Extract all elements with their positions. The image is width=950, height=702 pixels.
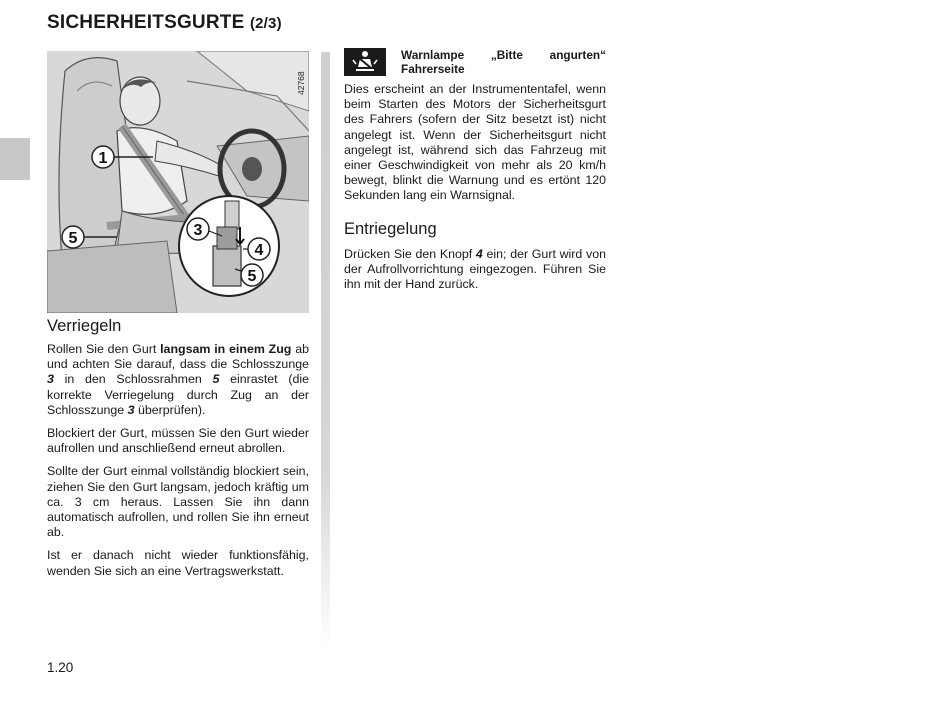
- body-paragraph: [47, 342, 309, 418]
- text-segment: ein; der Gurt wird von der Aufrollvorrichtung eingezogen. Führen Sie ihn mit der Hand zurück.: [344, 246, 606, 292]
- emphasis-segment: 3: [47, 372, 54, 387]
- body-paragraph: [47, 426, 309, 456]
- text-segment: Blockiert der Gurt, müssen Sie den Gurt wieder aufrollen und anschließend erneut abrollen.: [47, 426, 309, 456]
- body-paragraph: [47, 548, 309, 578]
- heading-entriegelung: Entriegelung: [344, 219, 437, 238]
- seatbelt-illustration: [47, 51, 309, 313]
- warning-title: Warnlampe „Bitte angurten“ Fahrerseite: [401, 48, 606, 76]
- left-column: [47, 317, 309, 587]
- column-divider: [321, 52, 330, 648]
- heading-verriegeln: Verriegeln: [47, 317, 122, 335]
- text-segment: ab und achten Sie darauf, dass die Schlosszunge: [47, 342, 309, 372]
- page-title: [47, 12, 282, 34]
- page-number: 1.20: [47, 660, 74, 675]
- body-paragraph: [47, 464, 309, 540]
- callout-3: 3: [193, 222, 203, 239]
- driver-seat-drawing: [47, 51, 309, 313]
- text-segment: Ist er danach nicht wieder funktionsfähig, wenden Sie sich an eine Vertragswerkstatt.: [47, 548, 309, 578]
- left-paragraphs: [47, 342, 309, 579]
- text-segment: Rollen Sie den Gurt: [47, 342, 161, 356]
- text-segment: in den Schlossrahmen: [53, 372, 213, 387]
- figure-reference-code: 42768: [296, 71, 306, 95]
- warning-header: [344, 48, 606, 76]
- chapter-tab: [0, 138, 30, 180]
- entriegelung-text: [344, 247, 606, 293]
- emphasis-segment: 3: [127, 402, 135, 417]
- callout-1: 1: [98, 150, 108, 167]
- callout-4: 4: [254, 242, 264, 259]
- text-segment: Sollte der Gurt einmal vollständig blockiert sein, ziehen Sie den Gurt langsam, jedoch kräftig um ca. 3 cm heraus. Lassen Sie ihn dann automatisch aufrollen, und rollen Sie ihn erneut ab.: [47, 464, 309, 540]
- emphasis-segment: 5: [212, 372, 220, 387]
- seatbelt-warning-icon: [344, 48, 386, 76]
- text-segment: einrastet (die korrekte Verriegelung durch Zug an der Schlosszunge: [47, 372, 309, 417]
- warning-text: Dies erscheint an der Instrumententafel, wenn beim Starten des Motors der Sicherheitsgurt des Fahrers (sofern der Sitz besetzt ist) nicht angelegt ist. Wenn der Sicherheitsgurt nicht angelegt ist, während sich das Fahrzeug mit einer Geschwindigkeit von mehr als 20 km/h bewegt, blinkt die Warnung und es ertönt 120 Sekunden lang ein Warnsignal.: [344, 82, 606, 203]
- emphasis-segment: 4: [475, 246, 483, 261]
- callout-5-left: 5: [68, 230, 78, 247]
- title-part: (2/3): [249, 15, 282, 32]
- text-segment: Drücken Sie den Knopf: [344, 246, 476, 261]
- right-column: [344, 48, 606, 300]
- title-text: SICHERHEITSGURTE: [47, 12, 245, 33]
- text-segment: überprüfen).: [134, 402, 206, 417]
- callout-5-right: 5: [247, 268, 257, 285]
- emphasis-segment: langsam in einem Zug: [160, 342, 292, 356]
